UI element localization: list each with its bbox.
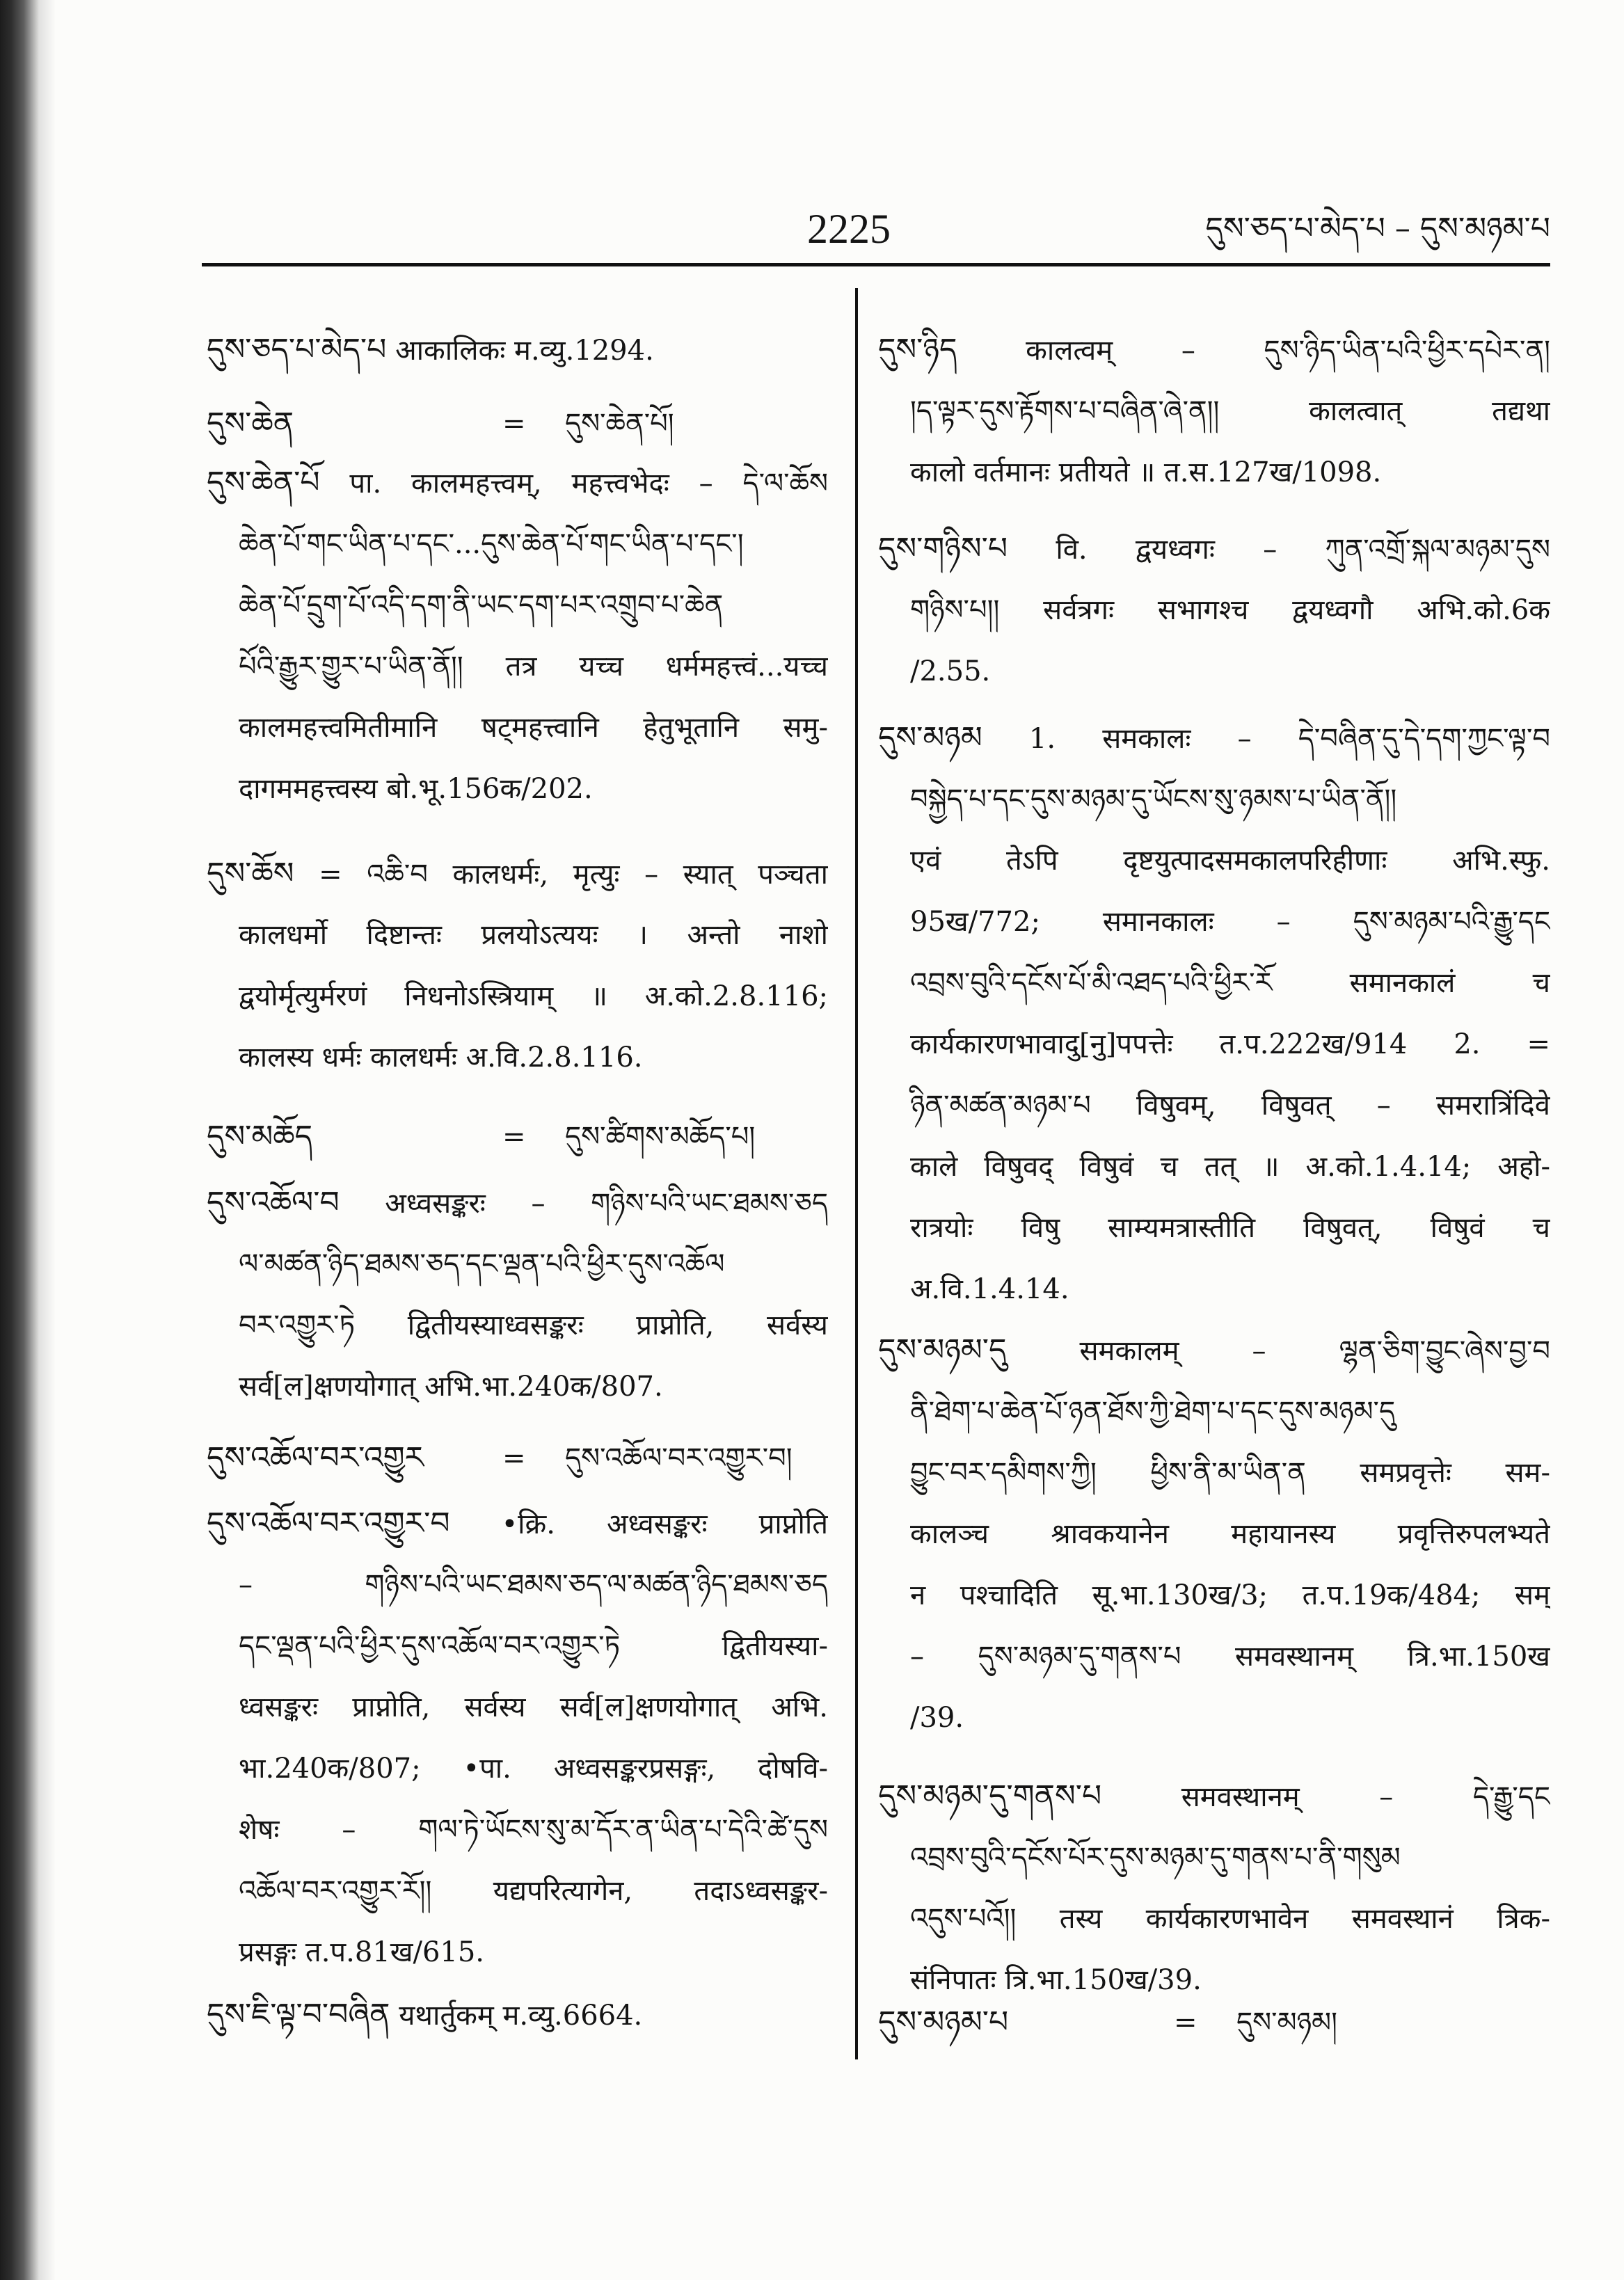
equals-sign: =: [502, 1442, 526, 1474]
entry-line: པོའི་རྒྱུར་གྱུར་པ་ཡིན་ནོ།། तत्र यच्च धर्ममहत्त्वं...यच्च: [239, 651, 828, 683]
entry-line: འབྲས་བུའི་དངོས་པོ་མི་འཐད་པའི་ཕྱིར་རོ समानकालं च: [910, 967, 1550, 999]
running-title: དུས་ཅད་པ་མེད་པ – དུས་མཉམ་པ: [1205, 211, 1550, 246]
entry-line: रात्रयोः विषु साम्यमत्रास्तीति विषुवत्, विषुवं च: [910, 1212, 1550, 1244]
entry-line: अ.वि.1.4.14.: [910, 1273, 1069, 1305]
entry-line: भा.240क/807; •पा. अध्वसङ्करप्रसङ्गः, दोषवि-: [239, 1753, 828, 1785]
headword: དུས་ཆོས: [207, 856, 294, 891]
entry-line: दागममहत्त्वस्य बो.भू.156क/202.: [239, 773, 593, 805]
entry: [878, 319, 1550, 503]
headword: དུས་འཆོལ་བ: [207, 1185, 340, 1220]
entry-line: प्रसङ्गः त.प.81ख/615.: [239, 1936, 485, 1968]
entry-line: འབྲས་བུའི་དངོས་པོར་དུས་མཉམ་དུ་གནས་པ་ནི་གསུམ: [910, 1842, 1401, 1874]
entry-line: एवं तेऽपि दृष्टयुत्पादसमकालपरिहीणाः अभि.स्फु.: [910, 845, 1550, 877]
entry-line: ཆེན་པོ་དྲུག་པོ་འདི་དག་ནི་ཡང་དག་པར་འགྲུབ་པ་ཆེན: [239, 589, 724, 621]
entry-line: कालमहत्त्वमितीमानि षट्महत्त्वानि हेतुभूतानि समु-: [239, 712, 828, 744]
page-number: 2225: [807, 206, 891, 252]
cross-reference-entry: [878, 1992, 1550, 2053]
entry-line: [207, 1984, 828, 2046]
entry-line: དང་ལྡན་པའི་ཕྱིར་དུས་འཆོལ་བར་འགྱུར་ཏེ द्वितीयस्या-: [239, 1630, 828, 1662]
entry-line: །ད་ལྟར་དུས་རྟོགས་པ་བཞིན་ཞེ་ན།། कालत्वात् तद्यथा: [910, 395, 1550, 427]
definition-text: कालत्वम् – དུས་ཉིད་ཡིན་པའི་ཕྱིར་དཔེར་ན།: [1026, 335, 1550, 367]
cross-reference-entry: [207, 1428, 828, 1489]
headword: དུས་ཅད་པ་མེད་པ: [207, 332, 387, 367]
entry-line: काले विषुवद् विषुवं च तत् ॥ अ.को.1.4.14; अहो-: [910, 1151, 1550, 1183]
entry-line: [878, 1766, 1550, 1827]
headword: དུས་མཉམ: [878, 720, 982, 756]
entry: [207, 1493, 828, 1983]
cross-reference-target: དུས་འཆོལ་བར་འགྱུར་བ།: [565, 1442, 793, 1474]
entry-line: कार्यकारणभावादु[नु]पपत्तेः त.प.222ख/914 2. =: [910, 1028, 1550, 1060]
headword: དུས་མཉམ་དུ: [878, 1332, 1007, 1368]
entry-line: ཉིན་མཚན་མཉམ་པ विषुवम्, विषुवत् – समरात्रिंदिवे: [910, 1090, 1550, 1122]
definition-text: समवस्थानम् – དེ་རྒྱུ་དང: [1181, 1781, 1550, 1813]
entry: [878, 708, 1550, 1320]
entry-line: सर्व[ल]क्षणयोगात् अभि.भा.240क/807.: [239, 1371, 663, 1403]
definition-text: समकालम् – ལྷན་ཅིག་བྱུང་ཞེས་བྱ་བ: [1079, 1335, 1550, 1367]
entry: [207, 319, 828, 381]
entry: [207, 1172, 828, 1417]
entry-line: [207, 1428, 828, 1489]
headword: དུས་ཆེན་པོ: [207, 465, 320, 500]
header-rule: [202, 263, 1550, 266]
entry-line: ध्वसङ्करः प्राप्नोति, सर्वस्य सर्व[ल]क्षणयोगात् अभि.: [239, 1691, 828, 1723]
definition-text: आकालिकः म.व्यु.1294.: [395, 335, 654, 367]
entry-line: [207, 1493, 828, 1554]
entry-line: ཆེན་པོ་གང་ཡིན་པ་དང་...དུས་ཆེན་པོ་གང་ཡིན་པ་དང་།: [239, 528, 744, 560]
headword: དུས་ཉིད: [878, 332, 957, 367]
headword: དུས་མཉམ་དུ་གནས་པ: [878, 1778, 1102, 1814]
headword: དུས་འཆོལ་བར་འགྱུར: [207, 1440, 424, 1476]
cross-reference-entry: [207, 393, 828, 454]
equals-sign: =: [1174, 2007, 1197, 2039]
entry-line: གཉིས་པ།། सर्वत्रगः सभागश्च द्वयध्वगौ अभि.को.6क: [910, 594, 1550, 626]
entry-line: ནི་ཐེག་པ་ཆེན་པོ་ཉན་ཐོས་ཀྱི་ཐེག་པ་དང་དུས་མཉམ་དུ: [910, 1396, 1396, 1428]
equals-sign: =: [502, 408, 526, 440]
headword: དུས་ཇི་ལྟ་བ་བཞིན: [207, 1997, 390, 2032]
entry-line: द्वयोर्मृत्युर्मरणं निधनोऽस्त्रियाम् ॥ अ.को.2.8.116;: [239, 980, 828, 1012]
entry-line: བྱུང་བར་དམིགས་ཀྱི། ཕྱིས་ནི་མ་ཡིན་ན समप्रवृत्तेः सम-: [910, 1457, 1550, 1489]
entry-line: [207, 452, 828, 513]
column-divider: [855, 288, 858, 2059]
entry-line: [207, 1172, 828, 1234]
definition-text: •क्रि. अध्वसङ्करः प्राप्नोति: [501, 1508, 828, 1540]
entry-line: न पश्चादिति सू.भा.130ख/3; त.प.19क/484; सम्: [910, 1579, 1550, 1611]
definition-text: अध्वसङ्करः – གཉིས་པའི་ཡང་ཐམས་ཅད: [385, 1188, 828, 1220]
entry-line: [878, 708, 1550, 769]
cross-reference-target: དུས་ཆེན་པོ།: [565, 408, 674, 440]
equals-sign: =: [502, 1121, 526, 1153]
entry-line: འདུས་པའོ།། तस्य कार्यकारणभावेन समवस्थानं त्रिक-: [910, 1903, 1550, 1935]
entry-line: कालधर्मो दिष्टान्तः प्रलयोऽत्ययः । अन्तो नाशो: [239, 919, 828, 951]
headword: དུས་གཉིས་པ: [878, 531, 1008, 566]
definition-text: 1. समकालः – དེ་བཞིན་དུ་དེ་དག་ཀྱང་ལྟ་བ: [1028, 723, 1550, 755]
definition-text: यथार्तुकम् म.व्यु.6664.: [399, 2000, 643, 2032]
cross-reference-target: དུས་ཚིགས་མཆོད་པ།: [565, 1121, 756, 1153]
entry-line: 95ख/772; समानकालः – དུས་མཉམ་པའི་རྒྱུ་དང: [910, 906, 1550, 938]
cross-reference-target: དུས་མཉམ།: [1236, 2007, 1337, 2039]
entry-line: [878, 1992, 1550, 2053]
entry-line: འཆོལ་བར་འགྱུར་རོ།། यद्यपरित्यागेन, तदाऽध्वसङ्कर-: [239, 1875, 828, 1907]
entry-line: [207, 393, 828, 454]
entry-line: – གཉིས་པའི་ཡང་ཐམས་ཅད་ལ་མཚན་ཉིད་ཐམས་ཅད: [239, 1569, 828, 1601]
entry-line: कालञ्च श्रावकयानेन महायानस्य प्रवृत्तिरुपलभ्यते: [910, 1518, 1550, 1550]
entry-line: [878, 518, 1550, 580]
entry: [207, 452, 828, 820]
entry-line: [207, 843, 828, 904]
entry-line: /2.55.: [910, 655, 991, 687]
entry-line: – དུས་མཉམ་དུ་གནས་པ समवस्थानम् त्रि.भा.150ख: [910, 1641, 1550, 1673]
entry-line: कालो वर्तमानः प्रतीयते ॥ त.स.127ख/1098.: [910, 456, 1382, 488]
entry-line: བསྐྱེད་པ་དང་དུས་མཉམ་དུ་ཡོངས་སུ་ཉམས་པ་ཡིན་ནོ།།: [910, 783, 1397, 815]
scan-edge-shadow: [0, 0, 56, 2280]
entry-line: [878, 1320, 1550, 1381]
headword: དུས་མཉམ་པ: [878, 2004, 1009, 2040]
definition-text: वि. द्वयध्वगः – ཀུན་འགྲོ་སྐལ་མཉམ་དུས: [1056, 534, 1550, 566]
definition-text: = འཆི་བ कालधर्मः, मृत्युः – स्यात् पञ्चता: [319, 859, 828, 891]
entry-line: [878, 319, 1550, 381]
entry-line: /39.: [910, 1702, 964, 1734]
entry-line: [207, 319, 828, 381]
definition-text: पा. कालमहत्त्वम्, महत्त्वभेदः – དེ་ལ་ཆོས: [349, 468, 828, 500]
entry-line: कालस्य धर्मः कालधर्मः अ.वि.2.8.116.: [239, 1042, 643, 1074]
headword: དུས་མཆོད: [207, 1119, 313, 1154]
entry: [207, 1984, 828, 2046]
entry-line: བར་འགྱུར་ཏེ द्वितीयस्याध्वसङ्करः प्राप्नोति, सर्वस्य: [239, 1309, 828, 1341]
entry: [878, 1766, 1550, 2011]
entry-line: शेषः – གལ་ཏེ་ཡོངས་སུ་མ་དོར་ན་ཡིན་པ་དེའི་ཚེ་དུས: [239, 1814, 828, 1846]
entry-line: संनिपातः त्रि.भा.150ख/39.: [910, 1964, 1202, 1996]
entry-line: [207, 1106, 828, 1167]
entry: [878, 1320, 1550, 1748]
cross-reference-entry: [207, 1106, 828, 1167]
headword: དུས་ཆེན: [207, 406, 294, 441]
headword: དུས་འཆོལ་བར་འགྱུར་བ: [207, 1506, 450, 1541]
entry-line: ལ་མཚན་ཉིད་ཐམས་ཅད་དང་ལྡན་པའི་ཕྱིར་དུས་འཆོལ: [239, 1248, 725, 1280]
entry: [878, 518, 1550, 702]
entry: [207, 843, 828, 1088]
